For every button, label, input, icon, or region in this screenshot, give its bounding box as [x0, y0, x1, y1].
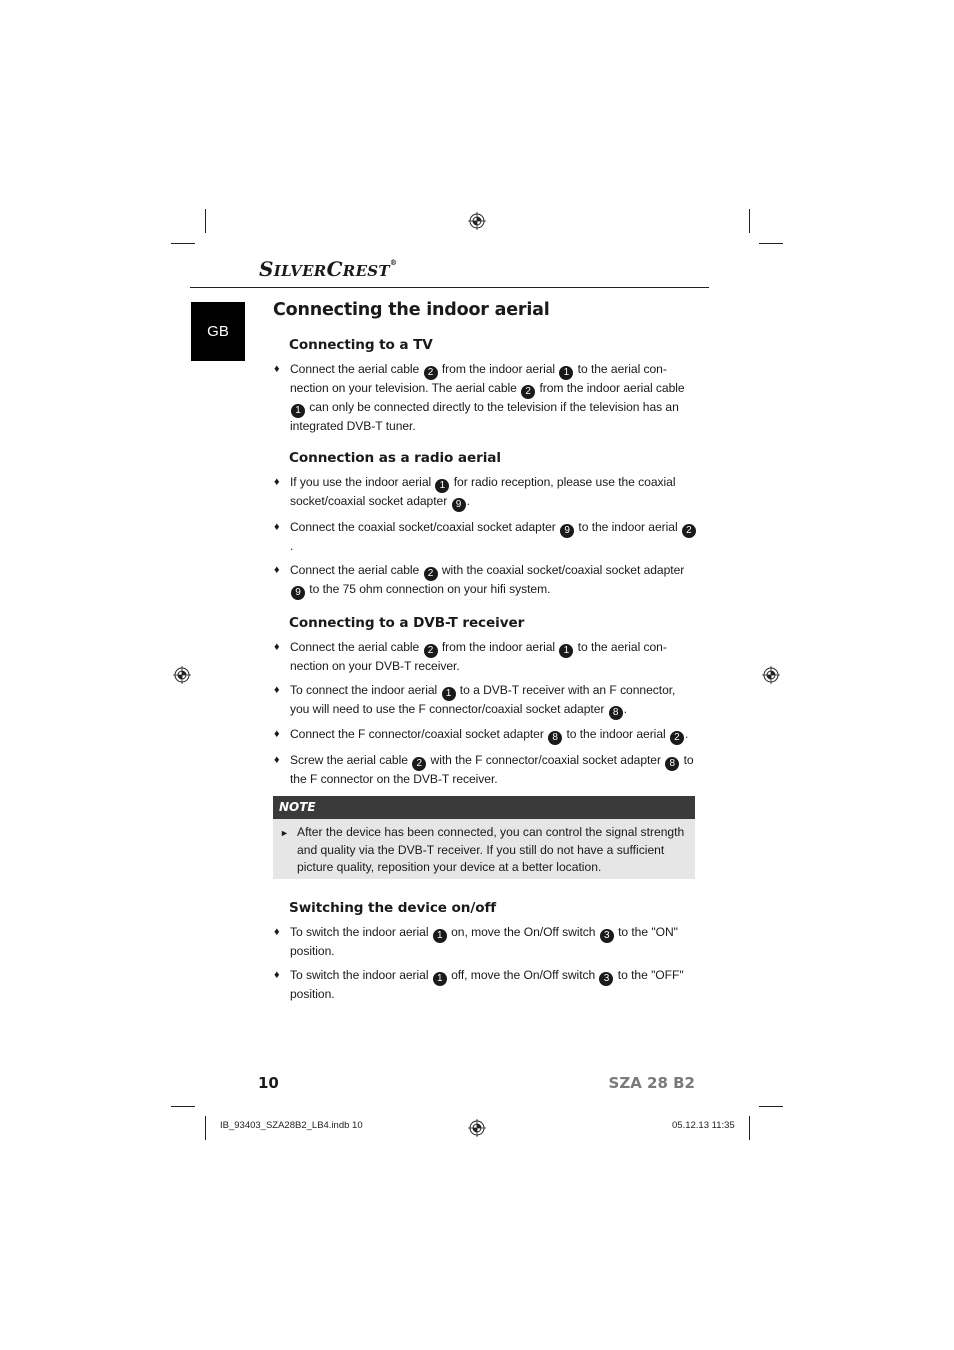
- section-heading: Connecting to a DVB-T receiver: [289, 614, 525, 631]
- crop-mark: [205, 1116, 206, 1140]
- part-number-badge: 1: [559, 644, 573, 658]
- item-text: to the indoor aerial: [563, 727, 669, 742]
- item-text: .: [623, 701, 627, 716]
- list-item: [273, 924, 697, 960]
- item-text: Connect the aerial cable: [290, 639, 423, 654]
- page-title: Connecting the indoor aerial: [273, 300, 550, 320]
- part-number-badge: 1: [433, 929, 447, 943]
- model-number: SZA 28 B2: [608, 1074, 695, 1092]
- item-text: to the aerial con-nection on your television. The aerial cable: [290, 362, 667, 395]
- item-text: to the "ON" position.: [290, 925, 678, 959]
- bullet-list: [273, 474, 697, 599]
- diamond-bullet-icon: ♦: [274, 563, 280, 576]
- diamond-bullet-icon: ♦: [274, 476, 280, 489]
- part-number-badge: 1: [559, 366, 573, 380]
- crop-mark: [171, 243, 195, 244]
- note-heading: NOTE: [273, 796, 695, 819]
- part-number-badge: 1: [435, 479, 449, 493]
- part-number-badge: 2: [682, 524, 696, 538]
- list-item: [273, 639, 697, 675]
- bullet-list: [273, 639, 697, 788]
- crop-mark: [749, 209, 750, 233]
- item-text: on, move the On/Off switch: [447, 925, 599, 940]
- item-text: to the 75 ohm connection on your hifi system.: [306, 581, 551, 596]
- part-number-badge: 8: [609, 706, 623, 720]
- crop-mark: [171, 1106, 195, 1107]
- item-text: If you use the indoor aerial: [290, 475, 435, 490]
- part-number-badge: 2: [424, 366, 438, 380]
- list-item: [273, 682, 697, 720]
- language-tab: GB: [191, 302, 245, 361]
- part-number-badge: 2: [670, 731, 684, 745]
- part-number-badge: 2: [521, 385, 535, 399]
- slug-filename: IB_93403_SZA28B2_LB4.indb 10: [220, 1120, 363, 1131]
- part-number-badge: 1: [442, 687, 456, 701]
- item-text: Screw the aerial cable: [290, 752, 412, 767]
- section-tv: [273, 336, 697, 435]
- item-text: .: [466, 494, 470, 509]
- section-power: [273, 899, 697, 1003]
- item-text: from the indoor aerial: [438, 639, 559, 654]
- item-text: Connect the aerial cable: [290, 562, 423, 577]
- part-number-badge: 9: [452, 498, 466, 512]
- header-divider: [190, 287, 709, 288]
- diamond-bullet-icon: ♦: [274, 728, 280, 741]
- note-box: [273, 796, 695, 879]
- registration-mark-icon: [468, 1119, 486, 1137]
- item-text: To switch the indoor aerial: [290, 925, 432, 940]
- item-text: off, move the On/Off switch: [447, 968, 599, 983]
- item-text: .: [684, 727, 689, 742]
- item-text: to the aerial con-nection on your DVB-T receiver.: [290, 639, 667, 673]
- diamond-bullet-icon: ♦: [274, 926, 280, 939]
- page-number: 10: [258, 1074, 279, 1092]
- registration-mark-icon: [762, 666, 780, 684]
- slug-date: 05.12.13 11:35: [672, 1120, 735, 1131]
- crop-mark: [749, 1116, 750, 1140]
- bullet-list: [273, 924, 697, 1003]
- list-item: [273, 967, 697, 1003]
- item-text: to the F connector on the DVB-T receiver.: [290, 752, 694, 786]
- item-text: .: [290, 538, 294, 553]
- part-number-badge: 9: [291, 586, 305, 600]
- part-number-badge: 3: [600, 929, 614, 943]
- list-item: [273, 361, 697, 435]
- item-text: with the F connector/coaxial socket adapter: [427, 752, 665, 767]
- part-number-badge: 1: [433, 972, 447, 986]
- arrow-right-icon: ►: [280, 828, 289, 839]
- item-text: to the "OFF" position.: [290, 968, 684, 1002]
- diamond-bullet-icon: ♦: [274, 683, 280, 696]
- registration-mark-icon: [173, 666, 191, 684]
- part-number-badge: 8: [548, 731, 562, 745]
- part-number-badge: 3: [599, 972, 613, 986]
- diamond-bullet-icon: ♦: [274, 363, 280, 375]
- item-text: to the indoor aerial: [575, 519, 681, 534]
- section-heading: Switching the device on/off: [289, 900, 497, 917]
- item-text: from the indoor aerial: [438, 362, 559, 376]
- part-number-badge: 1: [291, 404, 305, 418]
- part-number-badge: 2: [412, 757, 426, 771]
- item-text: to a DVB-T receiver with an F connector, you will need to use the F connector/coaxial socket adapter: [290, 682, 676, 716]
- bullet-list: [273, 361, 697, 435]
- item-text: for radio reception, please use the coaxial socket/coaxial socket adapter: [290, 475, 676, 509]
- list-item: [273, 562, 697, 600]
- registration-mark-icon: [468, 212, 486, 230]
- part-number-badge: 2: [424, 567, 438, 581]
- part-number-badge: 2: [424, 644, 438, 658]
- diamond-bullet-icon: ♦: [274, 520, 280, 533]
- item-text: To connect the indoor aerial: [290, 682, 441, 697]
- item-text: Connect the F connector/coaxial socket adapter: [290, 727, 548, 742]
- section-heading: Connection as a radio aerial: [289, 450, 501, 467]
- brand-logo: SILVERCREST®: [259, 257, 398, 281]
- section-heading: Connecting to a TV: [289, 337, 433, 353]
- list-item: [273, 519, 697, 555]
- main-content: [273, 298, 697, 1018]
- list-item: [273, 474, 697, 512]
- note-text: After the device has been connected, you can control the signal strength and quality via the DVB-T receiver. If you still do not have a sufficient picture quality, reposition your device at a better location.: [297, 825, 685, 874]
- crop-mark: [205, 209, 206, 233]
- list-item: [273, 752, 697, 788]
- list-item: [273, 726, 697, 745]
- item-text: Connect the aerial cable: [290, 362, 423, 376]
- part-number-badge: 9: [560, 524, 574, 538]
- item-text: Connect the coaxial socket/coaxial socket adapter: [290, 519, 560, 534]
- crop-mark: [759, 243, 783, 244]
- item-text: To switch the indoor aerial: [290, 968, 432, 983]
- item-text: with the coaxial socket/coaxial socket adapter: [438, 562, 685, 577]
- item-text: can only be connected directly to the television if the television has an integrated DVB-T tuner.: [290, 400, 679, 433]
- section-dvbt: [273, 614, 697, 788]
- item-text: from the indoor aerial cable: [536, 381, 685, 395]
- note-body: [273, 819, 695, 879]
- diamond-bullet-icon: ♦: [274, 969, 280, 982]
- diamond-bullet-icon: ♦: [274, 753, 280, 766]
- part-number-badge: 8: [665, 757, 679, 771]
- diamond-bullet-icon: ♦: [274, 640, 280, 653]
- crop-mark: [759, 1106, 783, 1107]
- section-radio: [273, 449, 697, 599]
